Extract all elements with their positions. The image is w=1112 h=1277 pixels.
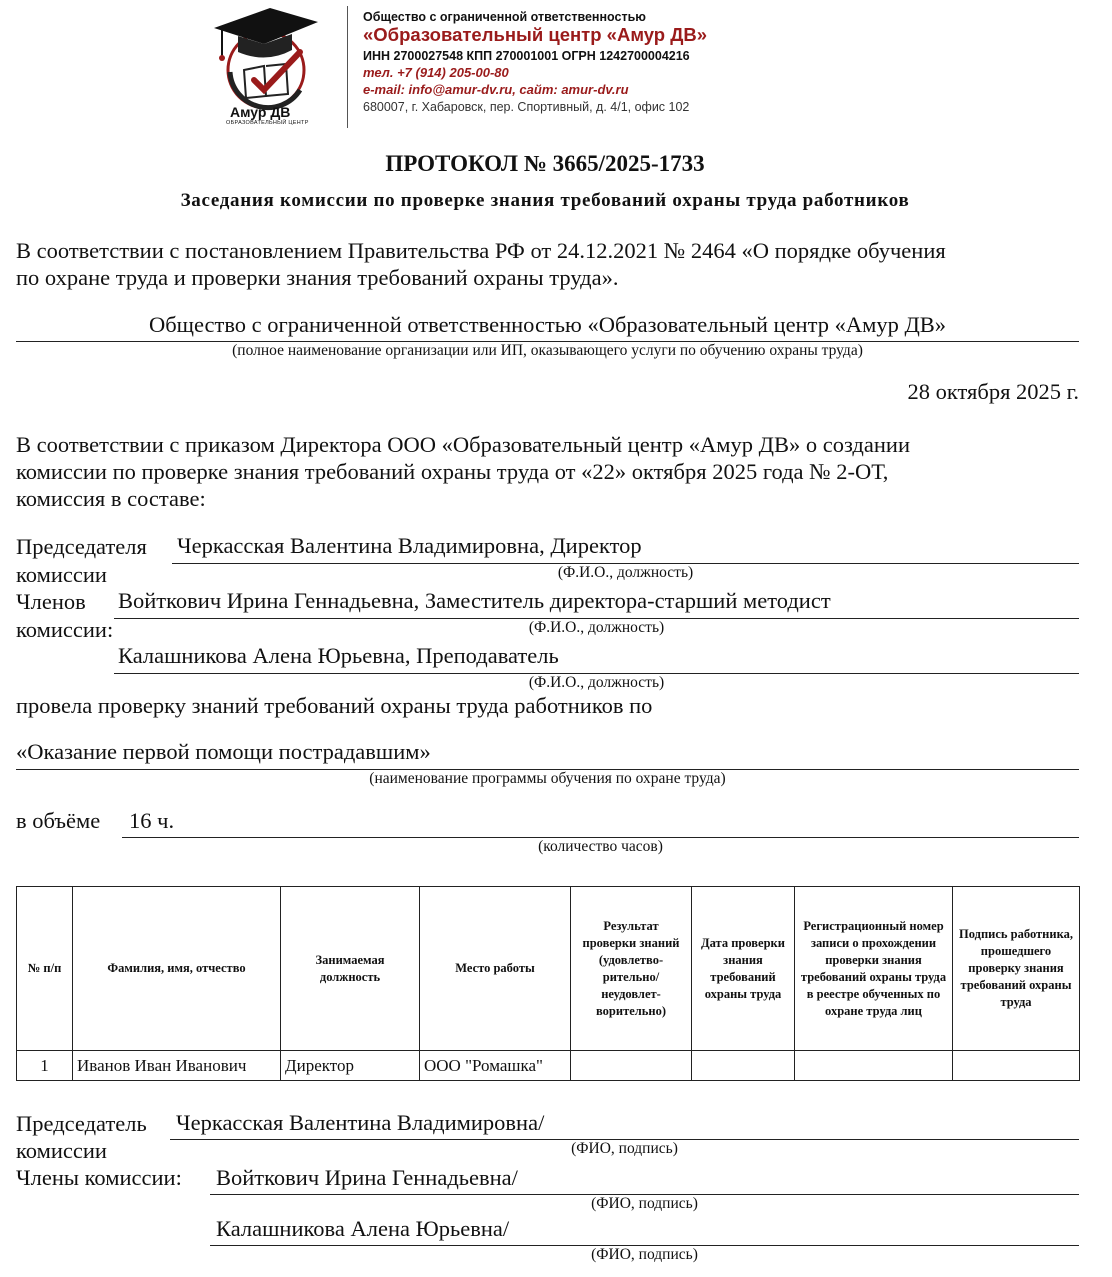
results-table: [16, 886, 1080, 1081]
protocol-date: 28 октября 2025 г.: [907, 379, 1079, 404]
chair-label-line-1: Председателя: [16, 534, 147, 559]
volume-caption: (количество часов): [538, 838, 663, 855]
logo: [208, 0, 328, 128]
col-header-signature: Подпись работника, прошедшего проверку знания требований охраны труда: [953, 887, 1080, 1051]
members-label-line-2: комиссии:: [16, 617, 114, 642]
intro-line-1: В соответствии с постановлением Правительства РФ от 24.12.2021 № 2464 «О порядке обучения: [16, 238, 946, 263]
org-phone[interactable]: тел. +7 (914) 205-00-80: [363, 65, 509, 80]
members-label-line-1: Членов: [16, 589, 86, 614]
chair-label-line-2: комиссии: [16, 562, 107, 587]
org-contacts[interactable]: e-mail: info@amur-dv.ru, сайт: amur-dv.ru: [363, 82, 629, 97]
volume-value: 16 ч.: [129, 808, 175, 833]
logo-subtext: ОБРАЗОВАТЕЛЬНЫЙ ЦЕНТР: [226, 120, 309, 126]
protocol-title: ПРОТОКОЛ № 3665/2025-1733: [385, 151, 705, 176]
cell-fio: Иванов Иван Иванович: [73, 1051, 281, 1081]
sign-chair-value: Черкасская Валентина Владимировна/: [176, 1110, 545, 1135]
order-line-2: комиссии по проверке знания требований охраны труда от «22» октября 2025 года № 2-ОТ,: [16, 459, 889, 484]
organization-name: Общество с ограниченной ответственностью «Образовательный центр «Амур ДВ»: [148, 312, 947, 337]
org-name: «Образовательный центр «Амур ДВ»: [363, 24, 708, 45]
col-header-position: Занимаемая должность: [281, 887, 420, 1051]
cell-position: Директор: [281, 1051, 420, 1081]
col-header-fio: Фамилия, имя, отчество: [73, 887, 281, 1051]
sign-chair-label-line-2: комиссии: [16, 1138, 107, 1163]
volume-label: в объёме: [16, 808, 101, 833]
header-divider: [347, 6, 348, 128]
sign-chair-caption: (ФИО, подпись): [571, 1140, 678, 1157]
sign-member-2-caption: (ФИО, подпись): [591, 1246, 698, 1263]
sign-members-label: Члены комиссии:: [16, 1165, 182, 1190]
program-name: «Оказание первой помощи пострадавшим»: [16, 739, 431, 764]
sign-member-1-caption: (ФИО, подпись): [591, 1195, 698, 1212]
chair-caption: (Ф.И.О., должность): [557, 564, 694, 581]
cell-signature: [953, 1051, 1080, 1081]
cell-result: [571, 1051, 692, 1081]
col-header-workplace: Место работы: [420, 887, 571, 1051]
order-line-1: В соответствии с приказом Директора ООО «Образовательный центр «Амур ДВ» о создании: [16, 432, 910, 457]
col-header-reg-number: Регистрационный номер записи о прохождении проверки знания требований охраны труда в реестре обученных по охране труда лиц: [795, 887, 953, 1051]
program-lead: провела проверку знаний требований охраны труда работников по: [16, 693, 653, 718]
chair-value: Черкасская Валентина Владимировна, Директор: [177, 533, 642, 558]
protocol-subtitle: Заседания комиссии по проверке знания требований охраны труда работников: [180, 190, 910, 211]
cell-workplace: ООО "Ромашка": [420, 1051, 571, 1081]
org-requisites: ИНН 2700027548 КПП 270001001 ОГРН 1242700004216: [363, 49, 690, 63]
sign-member-1-value: Войткович Ирина Геннадьевна/: [216, 1165, 518, 1190]
org-address: 680007, г. Хабаровск, пер. Спортивный, д. 4/1, офис 102: [363, 100, 690, 114]
logo-text: Амур ДВ: [230, 104, 291, 120]
member-2-caption: (Ф.И.О., должность): [528, 674, 665, 691]
member-1-value: Войткович Ирина Геннадьевна, Заместитель директора-старший методист: [118, 588, 831, 613]
order-line-3: комиссия в составе:: [16, 486, 206, 511]
organization-caption: (полное наименование организации или ИП, оказывающего услуги по обучению охраны труда): [232, 342, 863, 359]
table-header-row: [17, 887, 1080, 1051]
member-1-caption: (Ф.И.О., должность): [528, 619, 665, 636]
cell-date: [692, 1051, 795, 1081]
intro-line-2: по охране труда и проверки знания требований охраны труда».: [16, 265, 619, 290]
program-caption: (наименование программы обучения по охране труда): [369, 770, 726, 787]
col-header-date: Дата проверки знания требований охраны труда: [692, 887, 795, 1051]
cell-num: 1: [17, 1051, 73, 1081]
cell-reg-number: [795, 1051, 953, 1081]
sign-member-2-value: Калашникова Алена Юрьевна/: [216, 1216, 510, 1241]
member-2-value: Калашникова Алена Юрьевна, Преподаватель: [118, 643, 559, 668]
col-header-num: № п/п: [17, 887, 73, 1051]
org-form: Общество с ограниченной ответственностью: [363, 10, 646, 24]
table-row: [17, 1051, 1080, 1081]
sign-chair-label-line-1: Председатель: [16, 1111, 147, 1136]
col-header-result: Результат проверки знаний (удовлетво-рительно/ неудовлет-ворительно): [571, 887, 692, 1051]
